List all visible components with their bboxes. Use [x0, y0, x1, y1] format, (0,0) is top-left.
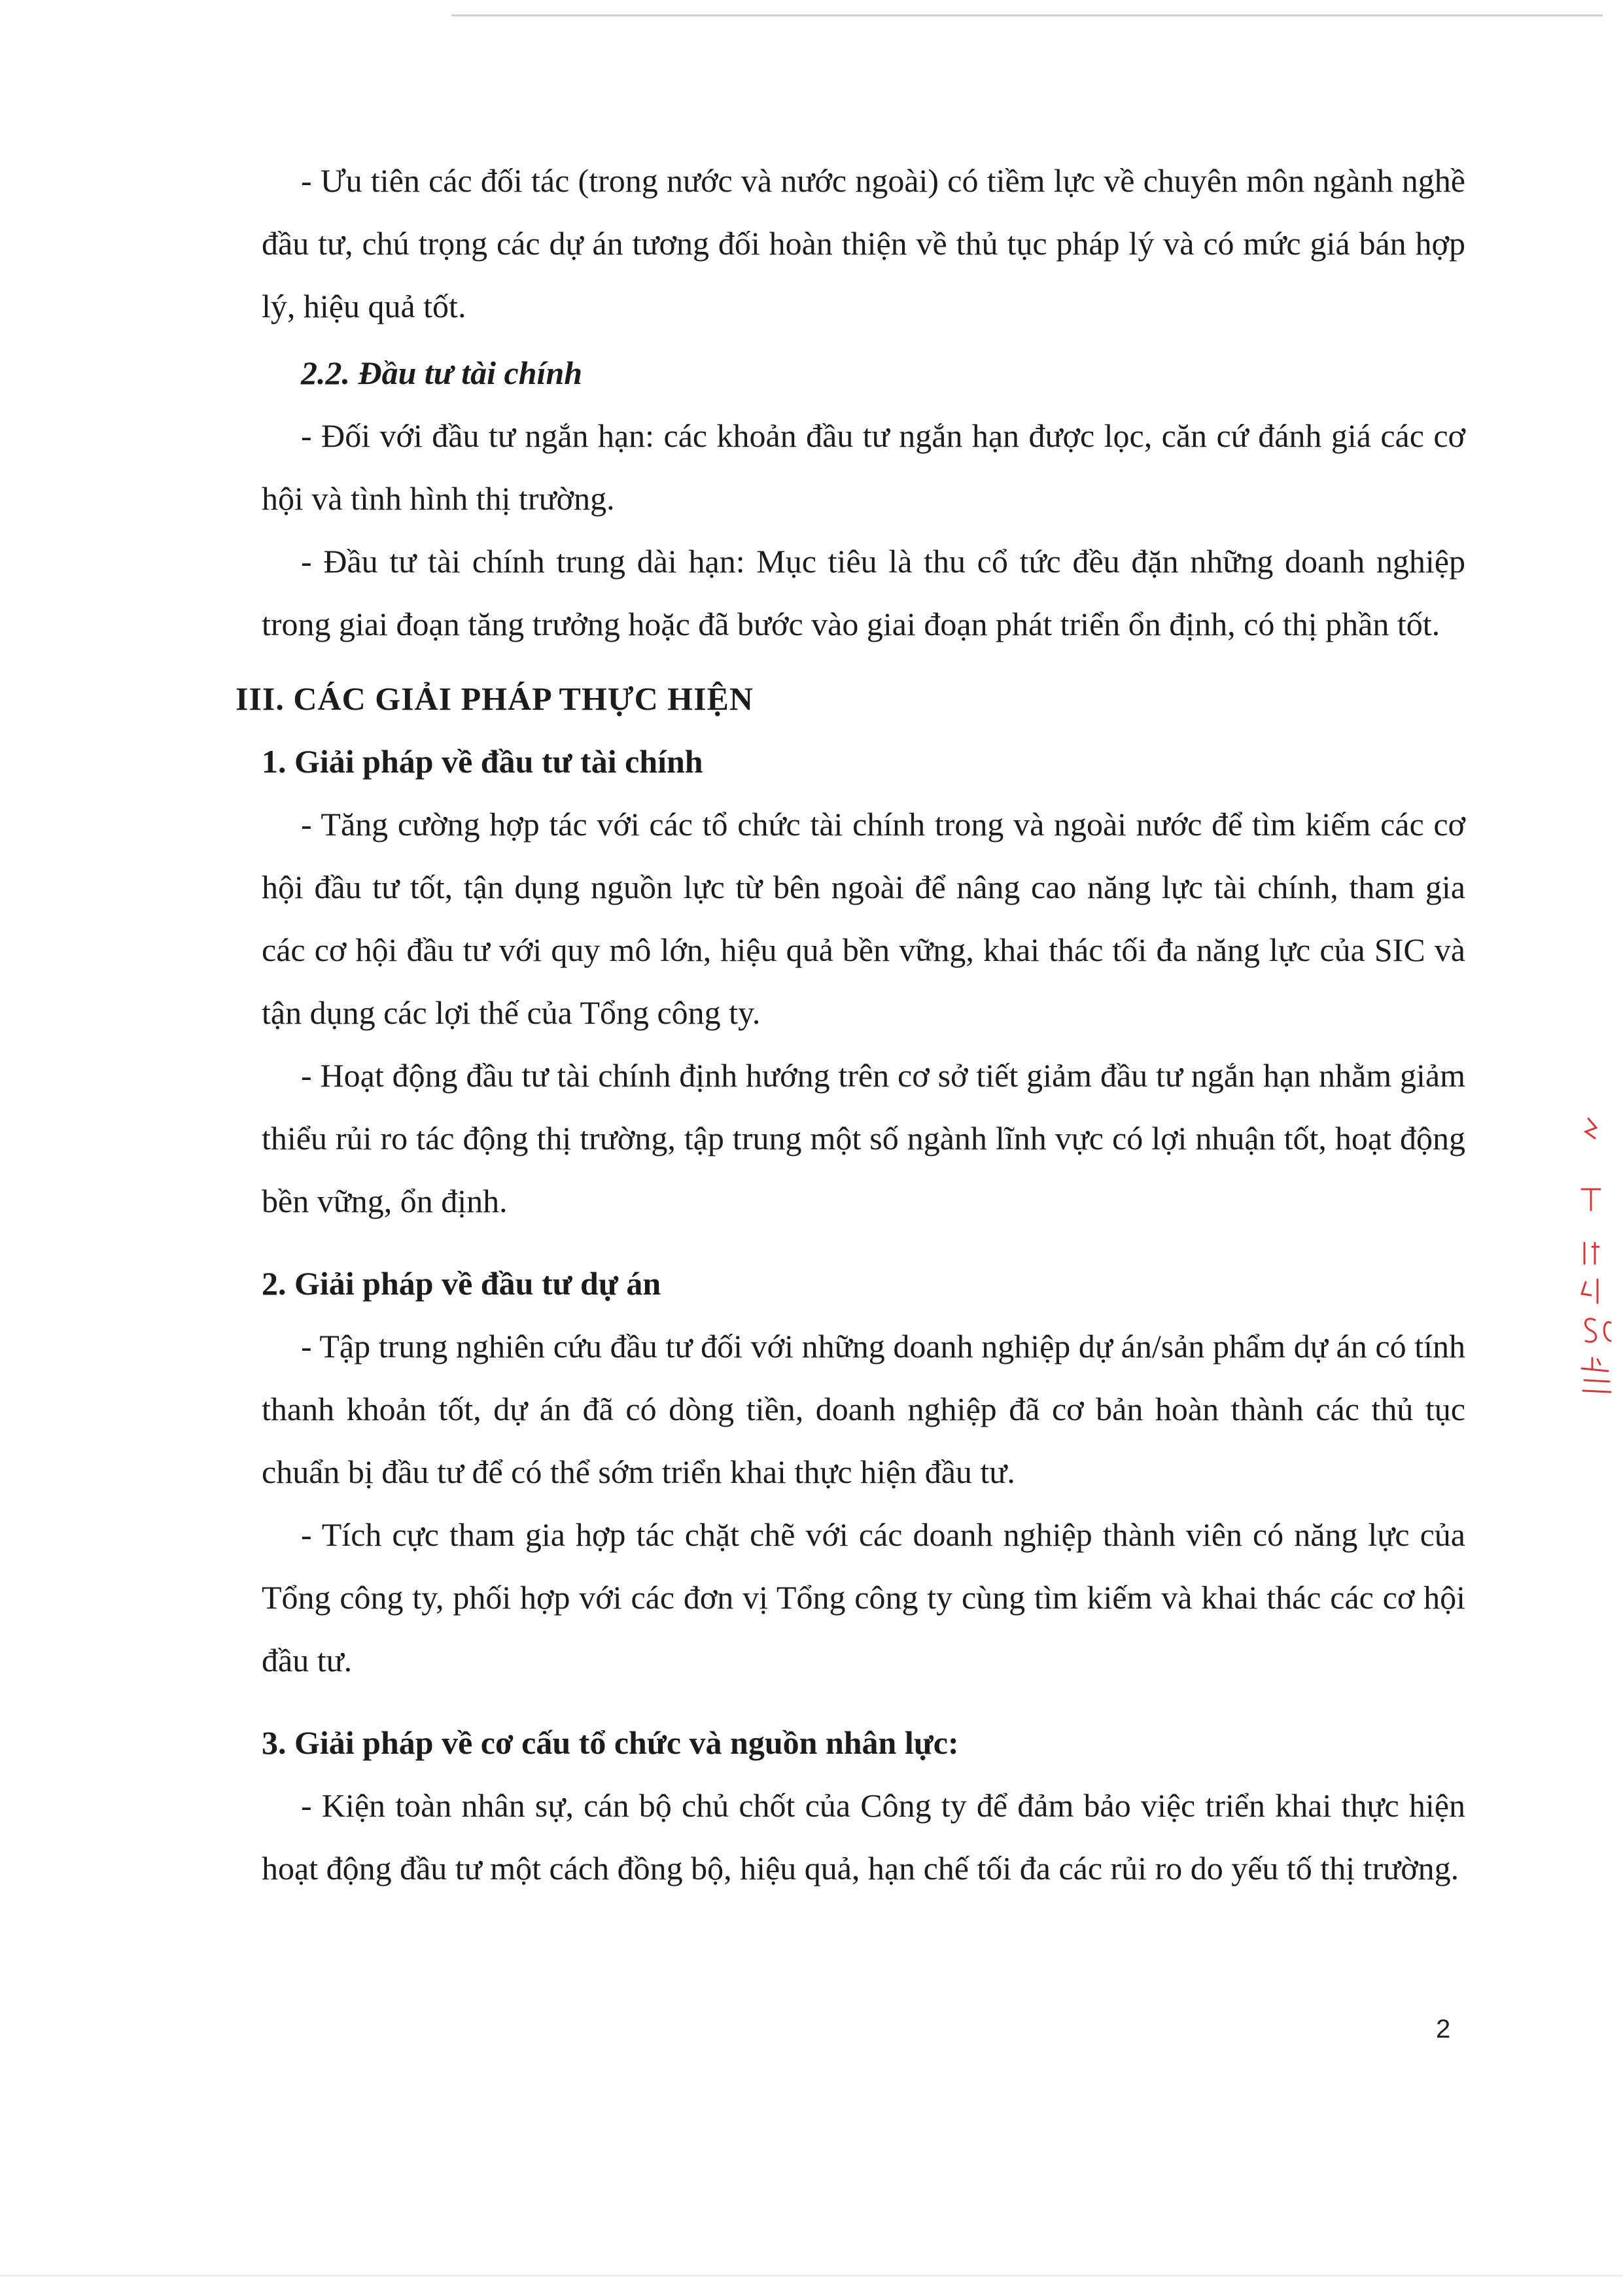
heading-financial-investment: 2.2. Đầu tư tài chính	[301, 355, 583, 391]
paragraph-cooperation: - Tăng cường hợp tác với các tổ chức tài chính trong và ngoài nước để tìm kiếm các cơ hội đầu tư tốt, tận dụng nguồn lực từ bên ngoài để nâng cao năng lực tài chính, tham gia các cơ hội đầu tư với quy mô lớn, hiệu quả bền vững, khai thác tối đa năng lực của SIC và tận dụng các lợi thế của Tổng công ty.	[262, 806, 1465, 1031]
heading-solution-project: 2. Giải pháp về đầu tư dự án	[262, 1265, 661, 1302]
paragraph-short-term: - Đối với đầu tư ngắn hạn: các khoản đầu tư ngắn hạn được lọc, căn cứ đánh giá các cơ hội và tình hình thị trường.	[262, 417, 1465, 517]
heading-solution-financial: 1. Giải pháp về đầu tư tài chính	[262, 743, 703, 780]
paragraph-project-research: - Tập trung nghiên cứu đầu tư đối với những doanh nghiệp dự án/sản phẩm dự án có tính thanh khoản tốt, dự án đã có dòng tiền, doanh nghiệp đã cơ bản hoàn thành các thủ tục chuẩn bị đầu tư để có thể sớm triển khai thực hiện đầu tư.	[262, 1328, 1465, 1490]
scan-edge-bottom	[0, 2275, 1623, 2276]
paragraph-long-term: - Đầu tư tài chính trung dài hạn: Mục tiêu là thu cổ tức đều đặn những doanh nghiệp trong giai đoạn tăng trưởng hoặc đã bước vào giai đoạn phát triển ổn định, có thị phần tốt.	[262, 543, 1465, 642]
paragraph-personnel: - Kiện toàn nhân sự, cán bộ chủ chốt của Công ty để đảm bảo việc triển khai thực hiện hoạt động đầu tư một cách đồng bộ, hiệu quả, hạn chế tối đa các rủi ro do yếu tố thị trường.	[262, 1787, 1465, 1887]
paragraph-partner-priority: - Ưu tiên các đối tác (trong nước và nước ngoài) có tiềm lực về chuyên môn ngành nghề đầu tư, chú trọng các dự án tương đối hoàn thiện về thủ tục pháp lý và có mức giá bán hợp lý, hiệu quả tốt.	[262, 162, 1465, 324]
paragraph-member-cooperation: - Tích cực tham gia hợp tác chặt chẽ với các doanh nghiệp thành viên có năng lực của Tổng công ty, phối hợp với các đơn vị Tổng công ty cùng tìm kiếm và khai thác các cơ hội đầu tư.	[262, 1516, 1465, 1679]
section-heading-solutions: III. CÁC GIẢI PHÁP THỰC HIỆN	[236, 680, 754, 717]
red-stamp-fragment	[1562, 1112, 1614, 1413]
paragraph-financial-orientation: - Hoạt động đầu tư tài chính định hướng trên cơ sở tiết giảm đầu tư ngắn hạn nhằm giảm thiểu rủi ro tác động thị trường, tập trung một số ngành lĩnh vực có lợi nhuận tốt, hoạt động bền vững, ổn định.	[262, 1057, 1465, 1219]
document-body	[236, 149, 1465, 1900]
heading-solution-organization: 3. Giải pháp về cơ cấu tổ chức và nguồn nhân lực:	[262, 1724, 959, 1761]
page-number: 2	[1436, 2015, 1451, 2044]
scan-edge-top	[451, 14, 1603, 16]
